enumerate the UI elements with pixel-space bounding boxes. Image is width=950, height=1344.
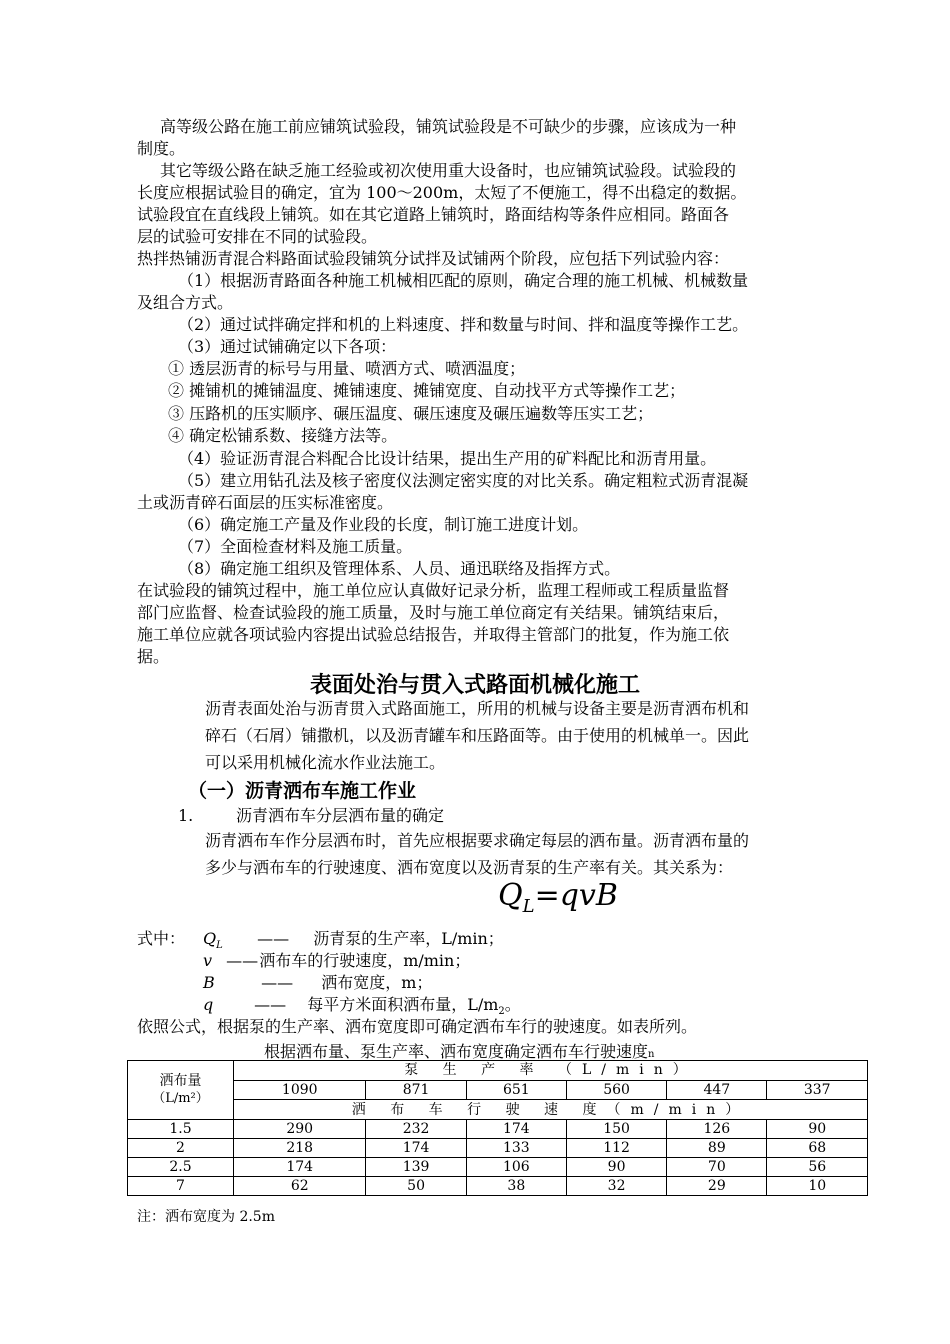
list-item-continuation: 土或沥青碎石面层的压实标准密度。: [137, 493, 394, 512]
table-row: [128, 1061, 868, 1081]
symbol-definition: [203, 951, 470, 971]
formula-rhs: =qvB: [534, 878, 618, 913]
list-item: （2）通过试拌确定拌和机的上料速度、拌和数量与时间、拌和温度等操作工艺。: [178, 315, 749, 334]
table-cell: 70: [667, 1158, 767, 1177]
table-cell: 150: [566, 1120, 666, 1139]
paragraph-line: 长度应根据试验目的确定，宜为 100～200m，太短了不便施工，得不出稳定的数据。: [137, 183, 747, 202]
row-header-unit: （L/m²）: [152, 1091, 209, 1106]
table-row: [128, 1139, 868, 1158]
table-cell: 290: [234, 1120, 366, 1139]
pump-rate-value: 337: [767, 1080, 868, 1100]
dash: ——: [261, 973, 294, 992]
paragraph-line: 碎石（石屑）铺撒机，以及沥青罐车和压路面等。由于使用的机械单一。因此: [205, 726, 750, 745]
symbol-description: 洒布车的行驶速度，m/min；: [259, 951, 471, 970]
paragraph-line: 多少与洒布车的行驶速度、洒布宽度以及沥青泵的生产率有关。其关系为：: [205, 858, 734, 877]
dash: ——: [226, 951, 259, 970]
list-item-continuation: 及组合方式。: [137, 293, 234, 312]
symbol: $Q_L$: [203, 929, 223, 952]
table-cell: 90: [566, 1158, 666, 1177]
table-cell: 2.5: [128, 1158, 234, 1177]
table-cell: 174: [466, 1120, 566, 1139]
table-row: [128, 1177, 868, 1196]
caption-suffix: n: [648, 1049, 655, 1060]
sub-list-item: ① 透层沥青的标号与用量、喷洒方式、喷洒温度；: [168, 359, 526, 378]
table-row: [128, 1158, 868, 1177]
table-cell: 174: [366, 1139, 466, 1158]
pump-rate-header: 泵 生 产 率 （L/min）: [234, 1061, 868, 1081]
symbol-description: 沥青泵的生产率，L/min；: [313, 929, 504, 948]
table-cell: 7: [128, 1177, 234, 1196]
speed-header: 洒 布 车 行 驶 速 度（m/min）: [234, 1100, 868, 1120]
paragraph-line: 其它等级公路在缺乏施工经验或初次使用重大设备时，也应铺筑试验段。试验段的: [160, 161, 737, 180]
symbol-description: 洒布宽度，m；: [321, 973, 433, 992]
row-header-cell: [128, 1061, 234, 1120]
speed-table: [127, 1060, 868, 1196]
paragraph-line: 可以采用机械化流水作业法施工。: [205, 753, 446, 772]
table-cell: 232: [366, 1120, 466, 1139]
table-cell: 133: [466, 1139, 566, 1158]
paragraph-line: 沥青洒布车作分层洒布时，首先应根据要求确定每层的洒布量。沥青洒布量的: [205, 831, 750, 850]
paragraph-line: 施工单位应就各项试验内容提出试验总结报告，并取得主管部门的批复，作为施工依: [137, 625, 730, 644]
table-cell: 112: [566, 1139, 666, 1158]
list-item: （7）全面检查材料及施工质量。: [178, 537, 413, 556]
row-header-label: 洒布量: [159, 1073, 202, 1089]
punctuation: 。: [504, 995, 521, 1014]
list-item: （1）根据沥青路面各种施工机械相匹配的原则，确定合理的施工机械、机械数量: [178, 271, 749, 290]
formula: [498, 878, 618, 917]
table-cell: 29: [667, 1177, 767, 1196]
list-item: （4）验证沥青混合料配合比设计结果，提出生产用的矿料配比和沥青用量。: [178, 449, 717, 468]
paragraph-line: 在试验段的铺筑过程中，施工单位应认真做好记录分析，监理工程师或工程质量监督: [137, 581, 730, 600]
table-note: 注：洒布宽度为 2.5m: [137, 1209, 275, 1225]
pump-rate-value: 1090: [234, 1080, 366, 1100]
paragraph-line: 高等级公路在施工前应铺筑试验段，铺筑试验段是不可缺少的步骤，应该成为一种: [160, 117, 737, 136]
paragraph-line: 热拌热铺沥青混合料路面试验段铺筑分试拌及试铺两个阶段，应包括下列试验内容：: [137, 249, 730, 268]
pump-rate-value: 871: [366, 1080, 466, 1100]
table-caption: 根据洒布量、泵生产率、洒布宽度确定洒布车行驶速度n: [264, 1042, 655, 1061]
table-cell: 1.5: [128, 1120, 234, 1139]
sub-list-item: ④ 确定松铺系数、接缝方法等。: [168, 426, 398, 445]
step-title: 沥青洒布车分层洒布量的确定: [236, 806, 445, 825]
table-cell: 10: [767, 1177, 868, 1196]
table-row: [128, 1120, 868, 1139]
paragraph-line: 依照公式，根据泵的生产率、洒布宽度即可确定洒布车行的驶速度。如表所列。: [137, 1017, 698, 1036]
table-cell: 68: [767, 1139, 868, 1158]
step-number: 1.: [178, 806, 194, 825]
formula-lhs: Q: [498, 878, 523, 913]
dash: ——: [254, 995, 287, 1014]
table-cell: 174: [234, 1158, 366, 1177]
table-cell: 38: [466, 1177, 566, 1196]
sub-list-item: ② 摊铺机的摊铺温度、摊铺速度、摊铺宽度、自动找平方式等操作工艺；: [168, 381, 686, 400]
paragraph-line: 沥青表面处治与沥青贯入式路面施工，所用的机械与设备主要是沥青洒布机和: [205, 699, 750, 718]
symbol: B: [203, 973, 215, 992]
pump-rate-value: 651: [466, 1080, 566, 1100]
table-cell: 126: [667, 1120, 767, 1139]
dash: ——: [257, 929, 290, 948]
symbol: v: [203, 951, 213, 970]
table-row: [128, 1100, 868, 1120]
table-cell: 2: [128, 1139, 234, 1158]
symbol-description: 每平方米面积洒布量，L/m: [307, 995, 499, 1014]
table-cell: 56: [767, 1158, 868, 1177]
list-item: （6）确定施工产量及作业段的长度，制订施工进度计划。: [178, 515, 589, 534]
symbol-definition: [203, 973, 432, 993]
paragraph-line: 据。: [137, 647, 170, 666]
table-cell: 32: [566, 1177, 666, 1196]
list-item: （8）确定施工组织及管理体系、人员、通迅联络及指挥方式。: [178, 559, 621, 578]
unit-subscript: 2: [498, 1006, 505, 1018]
paragraph-line: 制度。: [137, 139, 186, 158]
paragraph-line: 试验段宜在直线段上铺筑。如在其它道路上铺筑时，路面结构等条件应相同。路面各: [137, 205, 730, 224]
table-row: [128, 1080, 868, 1100]
paragraph-line: 部门应监督、检查试验段的施工质量，及时与施工单位商定有关结果。铺筑结束后，: [137, 603, 730, 622]
table-cell: 50: [366, 1177, 466, 1196]
pump-rate-value: 560: [566, 1080, 666, 1100]
table-cell: 106: [466, 1158, 566, 1177]
section-title: 表面处治与贯入式路面机械化施工: [309, 673, 640, 698]
subsection-title: （一）沥青洒布车施工作业: [188, 780, 417, 802]
symbol: q: [203, 995, 214, 1014]
table-cell: 89: [667, 1139, 767, 1158]
sub-list-item: ③ 压路机的压实顺序、碾压温度、碾压速度及碾压遍数等压实工艺；: [168, 404, 654, 423]
list-item: （5）建立用钻孔法及核子密度仪法测定密实度的对比关系。确定粗粒式沥青混凝: [178, 471, 749, 490]
table-cell: 62: [234, 1177, 366, 1196]
where-label: 式中：: [137, 929, 186, 948]
table-cell: 90: [767, 1120, 868, 1139]
list-item: （3）通过试铺确定以下各项：: [178, 337, 397, 356]
table-cell: 139: [366, 1158, 466, 1177]
paragraph-line: 层的试验可安排在不同的试验段。: [137, 227, 378, 246]
pump-rate-value: 447: [667, 1080, 767, 1100]
table-cell: 218: [234, 1139, 366, 1158]
formula-lhs-subscript: L: [522, 896, 535, 917]
